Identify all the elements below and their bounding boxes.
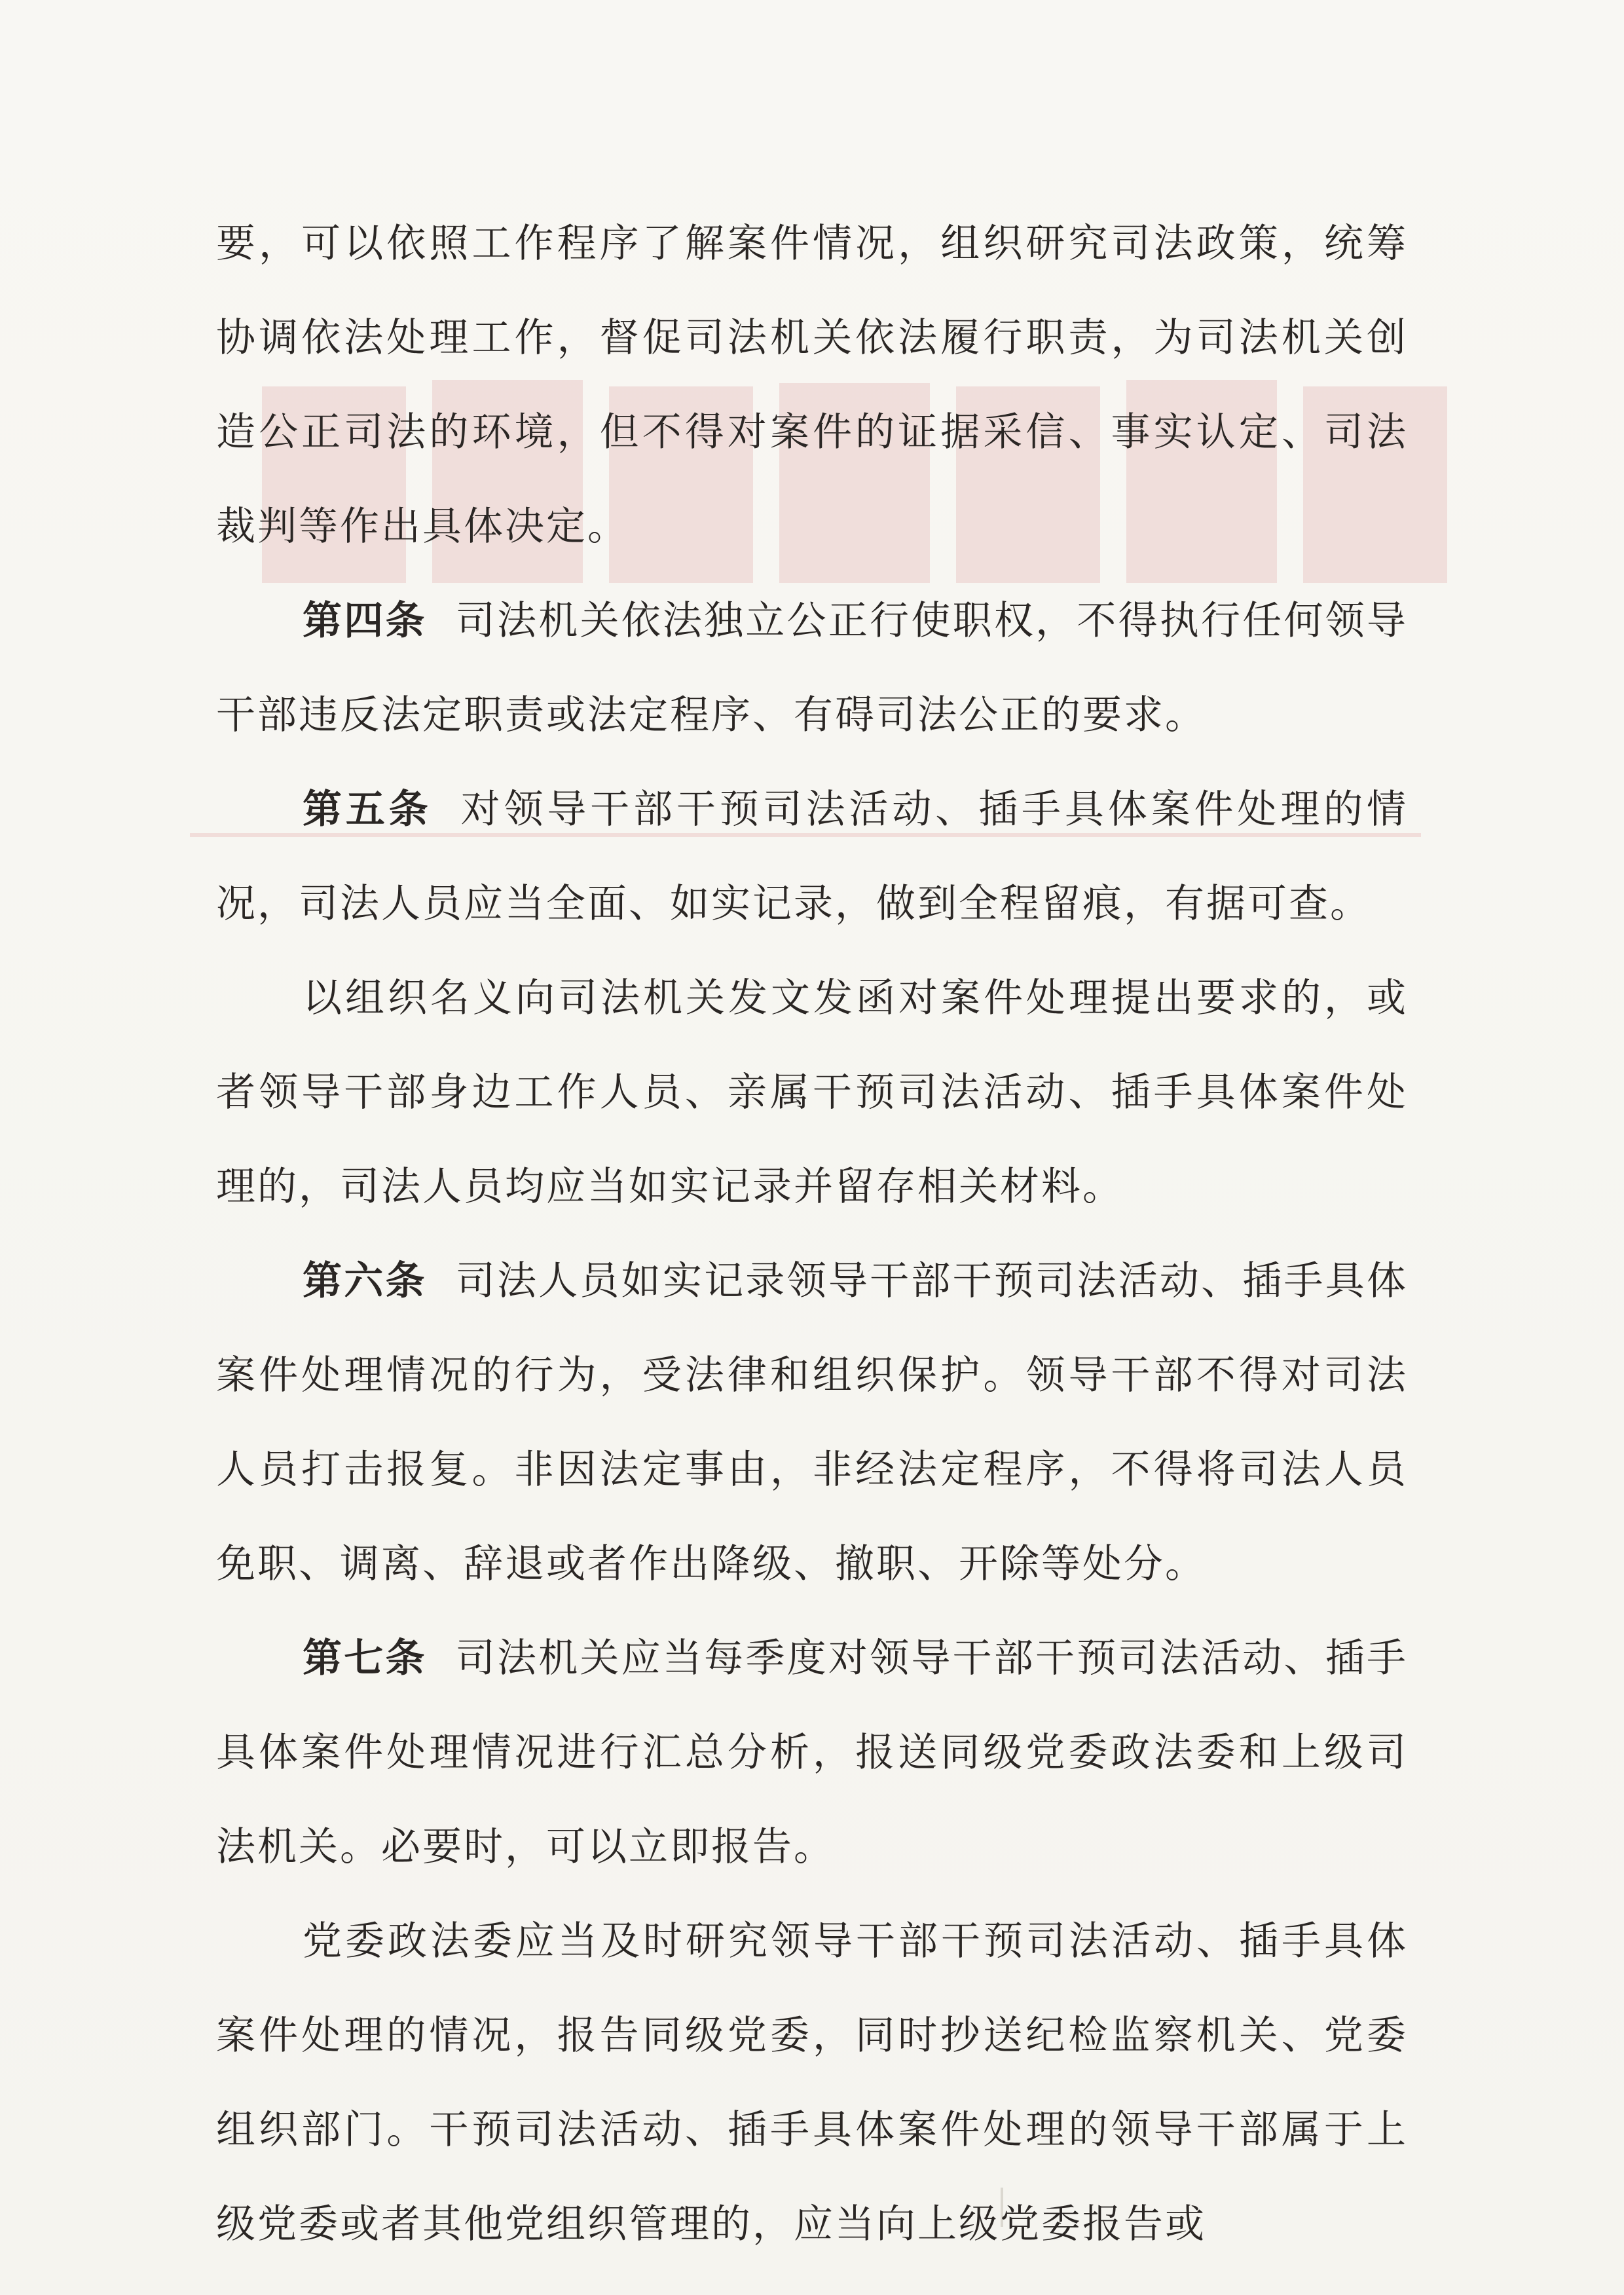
- paragraph-4: [216, 951, 1408, 1234]
- article-5-heading: 第五条: [303, 787, 432, 832]
- article-6-heading: 第六条: [303, 1258, 427, 1304]
- paragraph-2-text: 司法机关依法独立公正行使职权，不得执行任何领导干部违反法定职责或法定程序、有碍司法公正的要求。: [216, 598, 1409, 738]
- article-7-heading: 第七条: [303, 1635, 427, 1681]
- paragraph-6: [216, 1611, 1408, 1894]
- paragraph-3: [216, 762, 1408, 951]
- paragraph-2: [216, 574, 1408, 762]
- paragraph-3-text: 对领导干部干预司法活动、插手具体案件处理的情况，司法人员应当全面、如实记录，做到全程留痕，有据可查。: [216, 787, 1408, 927]
- paragraph-5: [216, 1234, 1408, 1611]
- paragraph-5-text: 司法人员如实记录领导干部干预司法活动、插手具体案件处理情况的行为，受法律和组织保护。领导干部不得对司法人员打击报复。非因法定事由，非经法定程序，不得将司法人员免职、调离、辞退或者作出降级、撤职、开除等处分。: [216, 1258, 1409, 1587]
- paragraph-7-text: 党委政法委应当及时研究领导干部干预司法活动、插手具体案件处理的情况，报告同级党委，同时抄送纪检监察机关、党委组织部门。干预司法活动、插手具体案件处理的领导干部属于上级党委或者其他党组织管理的，应当向上级党委报告或: [216, 1918, 1408, 2247]
- paragraph-1: [216, 196, 1408, 574]
- paragraph-4-text: 以组织名义向司法机关发文发函对案件处理提出要求的，或者领导干部身边工作人员、亲属干预司法活动、插手具体案件处理的，司法人员均应当如实记录并留存相关材料。: [216, 975, 1408, 1210]
- article-4-heading: 第四条: [303, 598, 427, 644]
- paragraph-7: [216, 1894, 1408, 2271]
- document-body: [216, 196, 1408, 2271]
- paragraph-6-text: 司法机关应当每季度对领导干部干预司法活动、插手具体案件处理情况进行汇总分析，报送同级党委政法委和上级司法机关。必要时，可以立即报告。: [216, 1635, 1409, 1870]
- paragraph-1-text: 要，可以依照工作程序了解案件情况，组织研究司法政策，统筹协调依法处理工作，督促司法机关依法履行职责，为司法机关创造公正司法的环境，但不得对案件的证据采信、事实认定、司法裁判等作出具体决定。: [216, 221, 1408, 550]
